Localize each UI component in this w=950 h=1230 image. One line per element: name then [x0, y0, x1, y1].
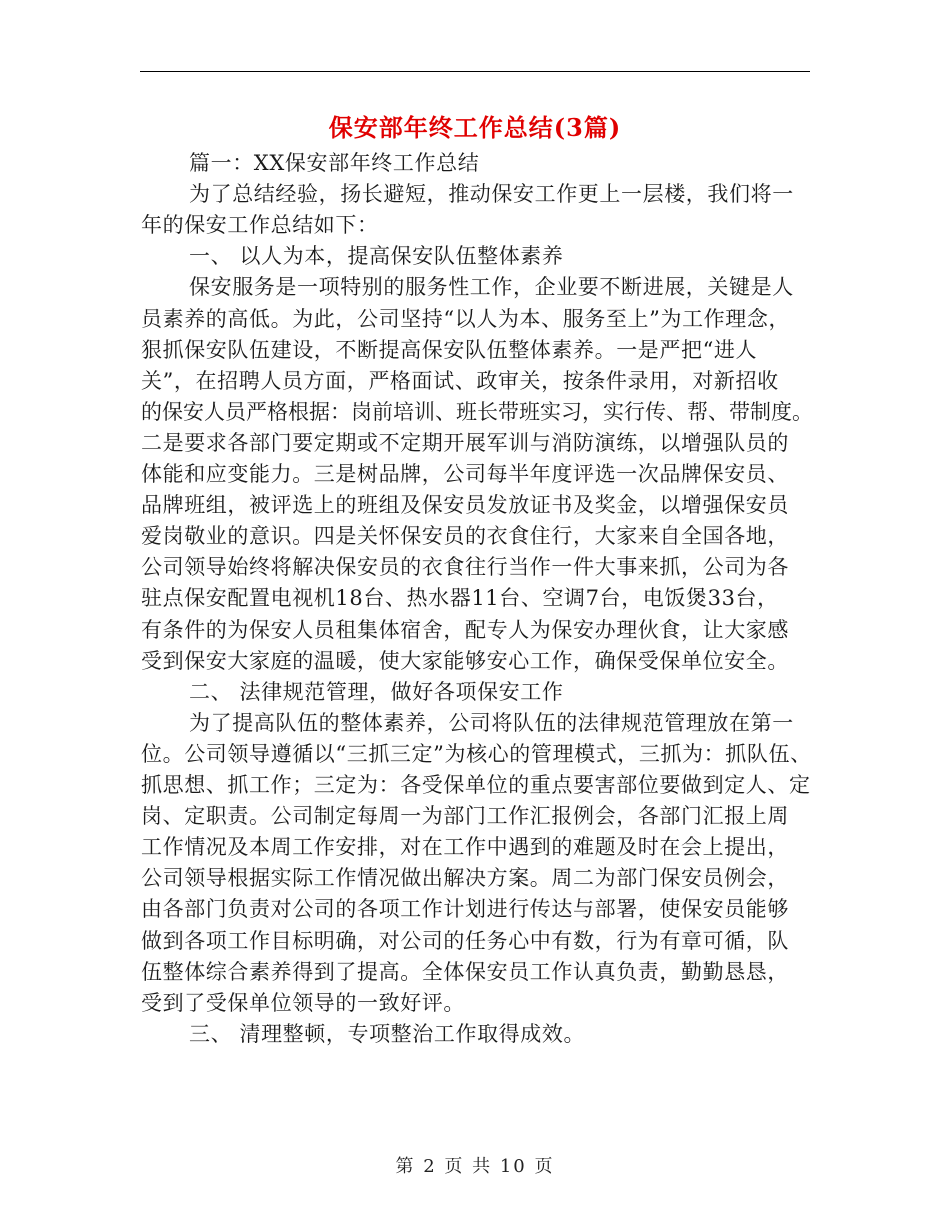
body-line: 有条件的为保安人员租集体宿舍，配专人为保安办理伙食，让大家感 — [141, 617, 789, 642]
body-line: 由各部门负责对公司的各项工作计划进行传达与部署，使保安员能够 — [141, 897, 789, 922]
body-line: 保安服务是一项特别的服务性工作，企业要不断进展，关键是人 — [189, 275, 794, 300]
body-line: 年的保安工作总结如下： — [141, 213, 379, 238]
body-line: 公司领导始终将解决保安员的衣食往行当作一件大事来抓，公司为各 — [141, 555, 789, 580]
body-line: 关”，在招聘人员方面，严格面试、政审关，按条件录用，对新招收 — [141, 368, 779, 393]
body-line: 品牌班组，被评选上的班组及保安员发放证书及奖金，以增强保安员 — [141, 493, 789, 518]
body-line: 篇一：XX保安部年终工作总结 — [189, 151, 480, 175]
body-line: 做到各项工作目标明确，对公司的任务心中有数，行为有章可循，队 — [141, 928, 789, 953]
body-line: 伍整体综合素养得到了提高。全体保安员工作认真负责，勤勤恳恳， — [141, 959, 789, 984]
body-line: 的保安人员严格根据：岗前培训、班长带班实习，实行传、帮、带制度。 — [141, 399, 813, 424]
body-line: 狠抓保安队伍建设，不断提高保安队伍整体素养。一是严把“进人 — [141, 337, 758, 362]
body-line: 二、 法律规范管理，做好各项保安工作 — [189, 679, 564, 704]
body-line: 员素养的高低。为此，公司坚持“以人为本、服务至上”为工作理念， — [141, 306, 791, 331]
body-line: 一、 以人为本，提高保安队伍整体素养 — [189, 244, 564, 269]
body-line: 驻点保安配置电视机18台、热水器11台、空调7台，电饭煲33台， — [141, 586, 779, 611]
body-line: 为了总结经验，扬长避短，推动保安工作更上一层楼，我们将一 — [189, 182, 794, 207]
document-title: 保安部年终工作总结(3篇) — [328, 113, 622, 142]
body-line: 受到保安大家庭的温暖，使大家能够安心工作，确保受保单位安全。 — [141, 648, 789, 673]
body-line: 受到了受保单位领导的一致好评。 — [141, 990, 465, 1015]
body-line: 公司领导根据实际工作情况做出解决方案。周二为部门保安员例会， — [141, 866, 789, 891]
page-footer: 第 2 页 共 10 页 — [395, 1156, 555, 1177]
body-line: 位。公司领导遵循以“三抓三定”为核心的管理模式，三抓为：抓队伍、 — [141, 741, 812, 766]
body-line: 抓思想、抓工作；三定为：各受保单位的重点要害部位要做到定人、定 — [141, 773, 811, 797]
body-line: 工作情况及本周工作安排，对在工作中遇到的难题及时在会上提出， — [141, 835, 789, 860]
body-line: 为了提高队伍的整体素养，公司将队伍的法律规范管理放在第一 — [189, 710, 794, 735]
body-line: 三、 清理整顿，专项整治工作取得成效。 — [189, 1021, 586, 1046]
body-line: 岗、定职责。公司制定每周一为部门工作汇报例会，各部门汇报上周 — [141, 804, 789, 829]
body-line: 体能和应变能力。三是树品牌，公司每半年度评选一次品牌保安员、 — [141, 462, 789, 486]
body-line: 爱岗敬业的意识。四是关怀保安员的衣食住行，大家来自全国各地， — [141, 524, 789, 549]
header-rule — [140, 71, 810, 72]
body-line: 二是要求各部门要定期或不定期开展军训与消防演练，以增强队员的 — [141, 430, 789, 455]
